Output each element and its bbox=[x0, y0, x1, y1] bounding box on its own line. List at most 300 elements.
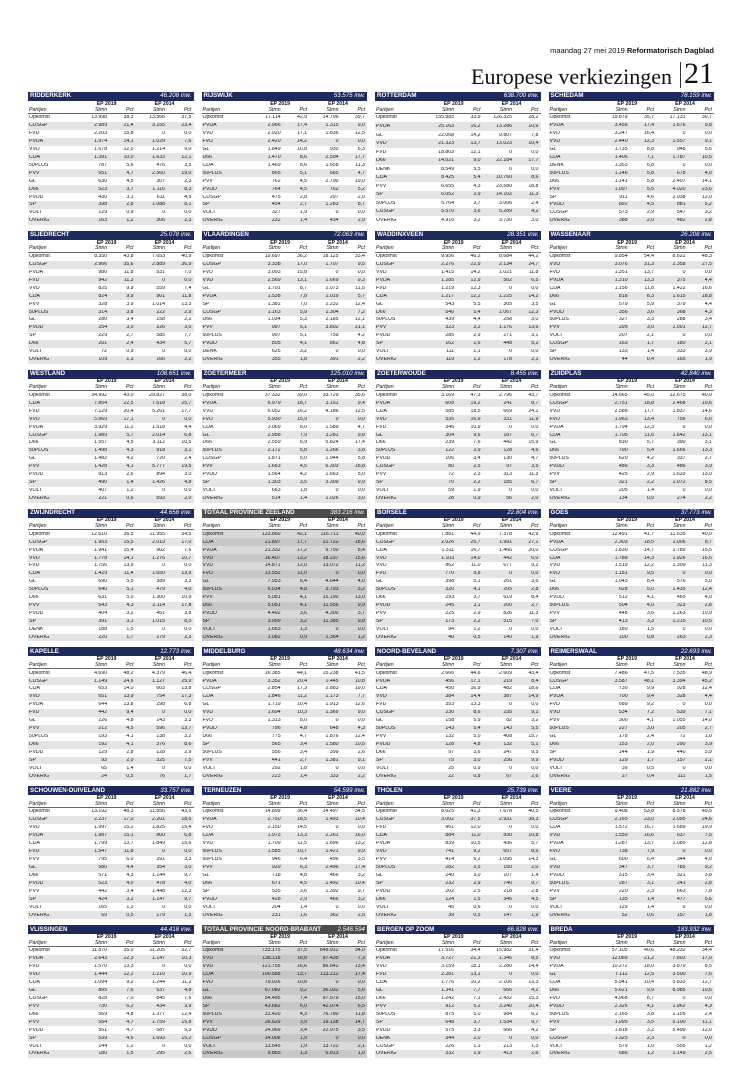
cell-value: 107 bbox=[503, 872, 512, 878]
table-row bbox=[202, 292, 368, 300]
cell-value: 5,4 bbox=[473, 726, 481, 732]
cell-value: 0,5 bbox=[126, 773, 134, 779]
cell-value: 11,8 bbox=[528, 269, 539, 275]
cell-value: 4,7 bbox=[357, 424, 365, 430]
cell-value: 0 bbox=[162, 904, 165, 910]
cell-value: 739 bbox=[618, 686, 628, 692]
cell-value: 6.303 bbox=[325, 464, 339, 470]
cell-value: 8,8 bbox=[646, 146, 655, 152]
cell-value: 754 bbox=[156, 694, 165, 700]
cell-value: 3.002 bbox=[441, 817, 455, 823]
cell-value: 1,5 bbox=[646, 626, 655, 632]
cell-value: 8,3 bbox=[646, 293, 655, 299]
party-name: CDA bbox=[29, 686, 40, 692]
party-name: OVERIG bbox=[29, 912, 50, 918]
table-row bbox=[202, 161, 368, 169]
party-name: SP bbox=[29, 1035, 36, 1041]
cell-value: 8,3 bbox=[184, 186, 192, 192]
cell-value: 362 bbox=[329, 912, 339, 918]
cell-value: 11,0 bbox=[470, 833, 481, 839]
cell-value: 5,1 bbox=[126, 587, 134, 593]
table-row bbox=[28, 602, 194, 610]
cell-value: 97.579 bbox=[322, 995, 339, 1001]
cell-value: 0 bbox=[682, 995, 686, 1001]
cell-value: 1.015 bbox=[152, 619, 165, 625]
cell-value: 2,2 bbox=[646, 480, 655, 486]
cell-value: 9,2 bbox=[299, 987, 308, 993]
cell-value: 1.067 bbox=[499, 309, 512, 315]
cell-value: 1.091 bbox=[672, 325, 686, 331]
cell-value: 1.663 bbox=[267, 464, 281, 470]
cell-value: 376 bbox=[156, 742, 165, 747]
block-header bbox=[549, 370, 715, 379]
table-row bbox=[202, 1002, 368, 1010]
cell-value: 5,1 bbox=[299, 333, 308, 339]
party-name: D66 bbox=[29, 186, 39, 192]
party-name: PVDD bbox=[376, 603, 391, 609]
cell-value: 391 bbox=[156, 857, 165, 863]
cell-value: 274 bbox=[676, 496, 686, 502]
table-row bbox=[28, 887, 194, 895]
block-header bbox=[549, 231, 715, 240]
cell-value: 496 bbox=[329, 857, 339, 863]
column-label: Partijen bbox=[29, 662, 47, 669]
cell-value: 14,7 bbox=[643, 547, 655, 553]
cell-value: 1.633 bbox=[152, 154, 165, 160]
cell-value: 3,9 bbox=[704, 349, 712, 355]
column-label: Stmn bbox=[94, 106, 108, 113]
party-name: VOLT bbox=[549, 488, 563, 494]
cell-value: 11,8 bbox=[123, 849, 134, 855]
cell-value: 18,0 bbox=[643, 964, 655, 970]
cell-value: 13.286 bbox=[496, 124, 512, 129]
cell-value: 2.172 bbox=[267, 448, 281, 454]
party-name: D66 bbox=[202, 440, 213, 446]
table-row bbox=[28, 987, 194, 995]
cell-value: 466 bbox=[329, 896, 339, 902]
party-name: CDA bbox=[376, 175, 387, 181]
table-row bbox=[202, 122, 368, 130]
municipality-name: TERNEUZEN bbox=[203, 786, 242, 794]
cell-value: 13.645 bbox=[264, 1043, 281, 1049]
cell-value: 44,6 bbox=[470, 670, 481, 676]
table-row bbox=[202, 634, 368, 642]
cell-value: 0,0 bbox=[531, 349, 539, 355]
cell-value: 129 bbox=[618, 757, 628, 763]
table-row bbox=[202, 439, 368, 447]
cell-value: 1.391 bbox=[94, 154, 108, 160]
cell-value: 902 bbox=[156, 547, 165, 553]
election-label: EP 2014 bbox=[675, 517, 695, 524]
cell-value: 10,8 bbox=[354, 678, 365, 684]
cell-value: 1.304 bbox=[325, 309, 339, 315]
cell-value: 46,2 bbox=[470, 253, 481, 259]
cell-value: 14.497 bbox=[322, 809, 339, 815]
party-name: CDA bbox=[376, 833, 387, 839]
population: 48.634 inw. bbox=[333, 647, 365, 655]
party-name: D66 bbox=[29, 440, 39, 446]
cell-value: 229 bbox=[98, 333, 108, 339]
cell-value: 0 bbox=[335, 416, 339, 422]
cell-value: 0 bbox=[509, 972, 512, 978]
party-name: FVD bbox=[29, 408, 40, 414]
table-row bbox=[375, 182, 541, 191]
cell-value: 1.642 bbox=[672, 432, 686, 438]
cell-value: 13,7 bbox=[470, 141, 481, 147]
table-row bbox=[549, 749, 715, 757]
cell-value: 134 bbox=[618, 496, 628, 502]
party-name: 50PLUS bbox=[549, 603, 569, 609]
cell-value: 4,2 bbox=[646, 456, 655, 462]
party-name: CUSGP bbox=[376, 261, 395, 267]
cell-value: 1.215 bbox=[672, 619, 686, 625]
cell-value: 0 bbox=[162, 1043, 165, 1049]
cell-value: 12,0 bbox=[470, 825, 481, 831]
cell-value: 21,2 bbox=[643, 956, 655, 962]
cell-value: 585 bbox=[156, 333, 165, 339]
party-name: CDA bbox=[202, 424, 214, 430]
table-row bbox=[28, 725, 194, 733]
cell-value: 11,1 bbox=[702, 1019, 712, 1025]
results-table bbox=[549, 114, 715, 225]
cell-value: 1,3 bbox=[531, 1043, 539, 1049]
cell-value: 7,1 bbox=[646, 154, 655, 160]
cell-value: 153 bbox=[618, 742, 628, 747]
cell-value: 11,8 bbox=[644, 285, 655, 291]
cell-value: 11,3 bbox=[123, 277, 134, 283]
cell-value: 3.151 bbox=[325, 400, 339, 406]
table-row bbox=[28, 749, 194, 757]
party-name: VVD bbox=[549, 563, 561, 569]
cell-value: 5,4 bbox=[646, 448, 655, 454]
party-name: Opkomst bbox=[202, 809, 224, 815]
municipality-name: RIDDERKERK bbox=[30, 92, 72, 100]
cell-value: 4,6 bbox=[646, 194, 655, 200]
cell-value: 353 bbox=[445, 702, 455, 708]
cell-value: 9,7 bbox=[357, 888, 365, 894]
cell-value: 3,6 bbox=[473, 209, 481, 215]
election-label: EP 2019 bbox=[443, 100, 464, 107]
cell-value: 36.032 bbox=[322, 987, 339, 993]
party-name: OVERIG bbox=[202, 634, 223, 640]
results-grid bbox=[28, 92, 714, 1058]
party-name: CDA bbox=[29, 293, 40, 299]
cell-value: 5,5 bbox=[473, 166, 481, 172]
population: 78.159 inw. bbox=[680, 92, 712, 100]
block-header bbox=[28, 231, 194, 240]
cell-value: 21,1 bbox=[354, 325, 365, 331]
block-header bbox=[375, 786, 541, 795]
table-row bbox=[202, 677, 368, 685]
cell-value: 1,9 bbox=[531, 912, 539, 918]
cell-value: 0,4 bbox=[646, 357, 655, 363]
party-name: CUSGP bbox=[549, 210, 568, 216]
cell-value: 333 bbox=[329, 773, 339, 779]
cell-value: 37,5 bbox=[296, 948, 308, 954]
cell-value: 5,7 bbox=[646, 440, 655, 446]
cell-value: 901 bbox=[156, 293, 165, 299]
column-label: Pct bbox=[646, 245, 655, 252]
cell-value: 11.556 bbox=[323, 603, 339, 609]
column-label: Stmn bbox=[152, 800, 165, 807]
cell-value: 2,8 bbox=[126, 202, 134, 208]
party-name: SP bbox=[376, 480, 383, 486]
party-name: D66 bbox=[29, 1011, 39, 1017]
table-row bbox=[549, 217, 715, 225]
cell-value: 189 bbox=[618, 626, 628, 632]
cell-value: 7,6 bbox=[473, 440, 481, 446]
party-name: GL bbox=[376, 432, 383, 438]
cell-value: 24,7 bbox=[528, 261, 539, 267]
cell-value: 2.358 bbox=[672, 261, 686, 267]
cell-value: 2.326 bbox=[614, 1003, 628, 1009]
table-row bbox=[375, 276, 541, 284]
cell-value: 232 bbox=[271, 218, 281, 224]
party-name: VVD bbox=[376, 964, 387, 970]
results-table bbox=[375, 808, 541, 919]
column-label: Partijen bbox=[549, 384, 568, 391]
party-name: OVERIG bbox=[376, 773, 397, 779]
cell-value: 0,0 bbox=[357, 765, 365, 771]
cell-value: 3,2 bbox=[357, 872, 365, 878]
cell-value: 5,9 bbox=[646, 301, 655, 307]
cell-value: 2.958 bbox=[267, 432, 281, 438]
party-name: VVD bbox=[29, 146, 40, 152]
cell-value: 10,5 bbox=[470, 841, 481, 847]
party-name: CUSGP bbox=[202, 686, 221, 692]
cell-value: 143 bbox=[503, 726, 512, 732]
cell-value: 18.125 bbox=[322, 253, 339, 259]
cell-value: 1,9 bbox=[531, 634, 539, 640]
party-name: PVDD bbox=[202, 896, 217, 902]
party-name: VVD bbox=[376, 269, 387, 275]
population: 183.932 inw. bbox=[677, 925, 712, 933]
municipality-block bbox=[202, 370, 368, 503]
table-row bbox=[202, 177, 368, 185]
cell-value: 205 bbox=[618, 488, 628, 494]
party-name: 50PLUS bbox=[29, 162, 49, 168]
party-name: PVDA bbox=[376, 277, 391, 283]
table-row bbox=[549, 578, 715, 586]
cell-value: 3,5 bbox=[184, 162, 192, 168]
cell-value: 4.916 bbox=[441, 218, 455, 224]
cell-value: 1.633 bbox=[672, 472, 686, 478]
cell-value: 1.492 bbox=[325, 880, 339, 886]
cell-value: 3,7 bbox=[473, 595, 481, 601]
cell-value: 46,4 bbox=[181, 670, 192, 676]
party-name: FVD bbox=[202, 269, 213, 275]
table-row bbox=[375, 757, 541, 765]
party-name: PVDD bbox=[549, 1003, 564, 1009]
cell-value: 7.854 bbox=[94, 400, 108, 406]
party-name: VVD bbox=[202, 131, 214, 137]
cell-value: 132 bbox=[503, 742, 512, 747]
cell-value: 11,2 bbox=[355, 563, 365, 569]
cell-value: 31.420 bbox=[264, 1011, 281, 1017]
cell-value: 2,1 bbox=[704, 341, 712, 347]
column-label: Stmn bbox=[615, 800, 628, 807]
cell-value: 1.689 bbox=[672, 825, 686, 831]
cell-value: 2,0 bbox=[473, 1035, 481, 1041]
party-name: FVD bbox=[376, 571, 387, 577]
cell-value: 12,2 bbox=[123, 972, 134, 978]
table-row bbox=[28, 764, 194, 772]
cell-value: 2,6 bbox=[357, 749, 365, 755]
cell-value: 1,2 bbox=[473, 626, 481, 632]
cell-value: 2.643 bbox=[94, 956, 108, 962]
cell-value: 40,0 bbox=[354, 531, 365, 537]
cell-value: 2,4 bbox=[531, 200, 539, 206]
cell-value: 17,0 bbox=[181, 539, 192, 545]
municipality-block bbox=[202, 92, 368, 225]
cell-value: 663 bbox=[271, 488, 281, 494]
cell-value: 3,6 bbox=[531, 579, 539, 585]
cell-value: 1.557 bbox=[94, 440, 108, 446]
cell-value: 16,7 bbox=[643, 825, 655, 831]
cell-value: 33,9 bbox=[470, 115, 481, 121]
table-row bbox=[375, 407, 541, 415]
table-row bbox=[375, 216, 541, 225]
party-name: OVERIG bbox=[549, 912, 570, 918]
cell-value: 33,4 bbox=[354, 253, 365, 259]
cell-value: 0,0 bbox=[531, 825, 539, 831]
party-name: SP bbox=[376, 341, 383, 347]
municipality-block bbox=[202, 786, 368, 919]
cell-value: 9,0 bbox=[357, 710, 365, 716]
cell-value: 22,3 bbox=[123, 956, 134, 962]
cell-value: 17,4 bbox=[354, 972, 365, 978]
cell-value: 40,9 bbox=[181, 253, 192, 259]
cell-value: 3,3 bbox=[184, 857, 192, 863]
population: 44.418 inw. bbox=[160, 925, 192, 933]
table-row bbox=[28, 610, 194, 618]
table-row bbox=[28, 856, 194, 864]
table-row bbox=[549, 447, 715, 455]
cell-value: 631 bbox=[98, 595, 108, 601]
cell-value: 17,4 bbox=[354, 440, 365, 446]
cell-value: 1.572 bbox=[614, 825, 628, 831]
cell-value: 2.609 bbox=[499, 670, 512, 676]
party-name: VOLT bbox=[376, 765, 390, 771]
table-row bbox=[28, 618, 194, 626]
party-name: OVERIG bbox=[29, 773, 50, 779]
cell-value: 333 bbox=[676, 349, 686, 355]
cell-value: 16.407 bbox=[264, 555, 281, 561]
cell-value: 295 bbox=[618, 325, 628, 331]
table-row bbox=[549, 284, 715, 292]
election-label: EP 2019 bbox=[443, 378, 464, 385]
cell-value: 2.796 bbox=[499, 392, 512, 398]
table-row bbox=[375, 685, 541, 693]
cell-value: 254 bbox=[98, 325, 108, 331]
cell-value: 2.276 bbox=[441, 261, 455, 267]
cell-value: 16,6 bbox=[643, 833, 655, 839]
cell-value: 543 bbox=[98, 603, 108, 609]
cell-value: 121.755 bbox=[261, 964, 281, 970]
cell-value: 18.803 bbox=[438, 149, 455, 155]
results-table bbox=[28, 530, 194, 641]
cell-value: 1.313 bbox=[267, 718, 281, 724]
table-row bbox=[28, 276, 194, 284]
cell-value: 8,6 bbox=[299, 154, 308, 160]
cell-value: 15,2 bbox=[181, 1035, 192, 1041]
party-name: VVD bbox=[29, 825, 40, 831]
cell-value: 651 bbox=[98, 694, 108, 700]
table-row bbox=[375, 618, 541, 626]
cell-value: 0,0 bbox=[184, 277, 192, 283]
cell-value: 325 bbox=[156, 757, 165, 763]
cell-value: 1,5 bbox=[126, 626, 134, 632]
party-name: 50PLUS bbox=[549, 726, 569, 732]
election-label: EP 2014 bbox=[328, 100, 348, 107]
table-row bbox=[28, 701, 194, 709]
party-name: FVD bbox=[29, 849, 40, 855]
cell-value: 0,0 bbox=[184, 131, 192, 137]
cell-value: 1.756 bbox=[94, 563, 108, 569]
cell-value: 19,0 bbox=[181, 170, 192, 176]
cell-value: 1.219 bbox=[441, 285, 455, 291]
cell-value: 1.818 bbox=[614, 1027, 628, 1033]
cell-value: 22.184 bbox=[496, 158, 512, 164]
municipality-block bbox=[28, 925, 194, 1058]
cell-value: 630 bbox=[98, 178, 108, 184]
election-header bbox=[375, 795, 541, 802]
cell-value: 44,2 bbox=[528, 253, 539, 259]
cell-value: 3,0 bbox=[184, 325, 192, 331]
cell-value: 826 bbox=[503, 611, 512, 617]
cell-value: 2,1 bbox=[184, 317, 192, 323]
column-label: Stmn bbox=[94, 662, 108, 669]
party-name: CUSGP bbox=[376, 539, 395, 545]
column-label: Pct bbox=[704, 384, 712, 391]
party-name: PVDD bbox=[549, 464, 564, 470]
party-name: VVD bbox=[376, 416, 387, 422]
column-label: Partijen bbox=[29, 523, 47, 530]
cell-value: 18,5 bbox=[643, 539, 655, 545]
table-row bbox=[28, 169, 194, 177]
cell-value: 918 bbox=[156, 448, 165, 454]
column-label: Partijen bbox=[202, 662, 221, 669]
cell-value: 9,0 bbox=[184, 146, 192, 152]
cell-value: 48,3 bbox=[123, 809, 134, 815]
table-row bbox=[549, 261, 715, 269]
column-label: Pct bbox=[299, 384, 308, 391]
cell-value: 980 bbox=[98, 269, 108, 275]
cell-value: 45,2 bbox=[701, 678, 712, 684]
cell-value: 1,2 bbox=[357, 634, 365, 640]
cell-value: 576 bbox=[676, 579, 686, 585]
block-header bbox=[202, 509, 368, 518]
cell-value: 865 bbox=[271, 170, 281, 176]
table-row bbox=[202, 538, 368, 546]
cell-value: 3,9 bbox=[184, 1003, 192, 1009]
cell-value: 442 bbox=[503, 440, 512, 446]
table-row bbox=[549, 586, 715, 594]
election-label: EP 2014 bbox=[154, 933, 175, 940]
table-row bbox=[202, 546, 368, 554]
cell-value: 2.026 bbox=[441, 539, 455, 545]
results-table bbox=[549, 808, 715, 919]
cell-value: 398 bbox=[445, 579, 455, 585]
party-name: FVD bbox=[376, 825, 387, 831]
cell-value: 3.155 bbox=[152, 123, 165, 129]
cell-value: 271 bbox=[503, 333, 512, 339]
table-row bbox=[375, 463, 541, 471]
cell-value: 1.694 bbox=[267, 710, 281, 716]
party-name: VOLT bbox=[29, 488, 43, 494]
party-name: PVDD bbox=[29, 880, 44, 886]
election-header bbox=[375, 240, 541, 247]
